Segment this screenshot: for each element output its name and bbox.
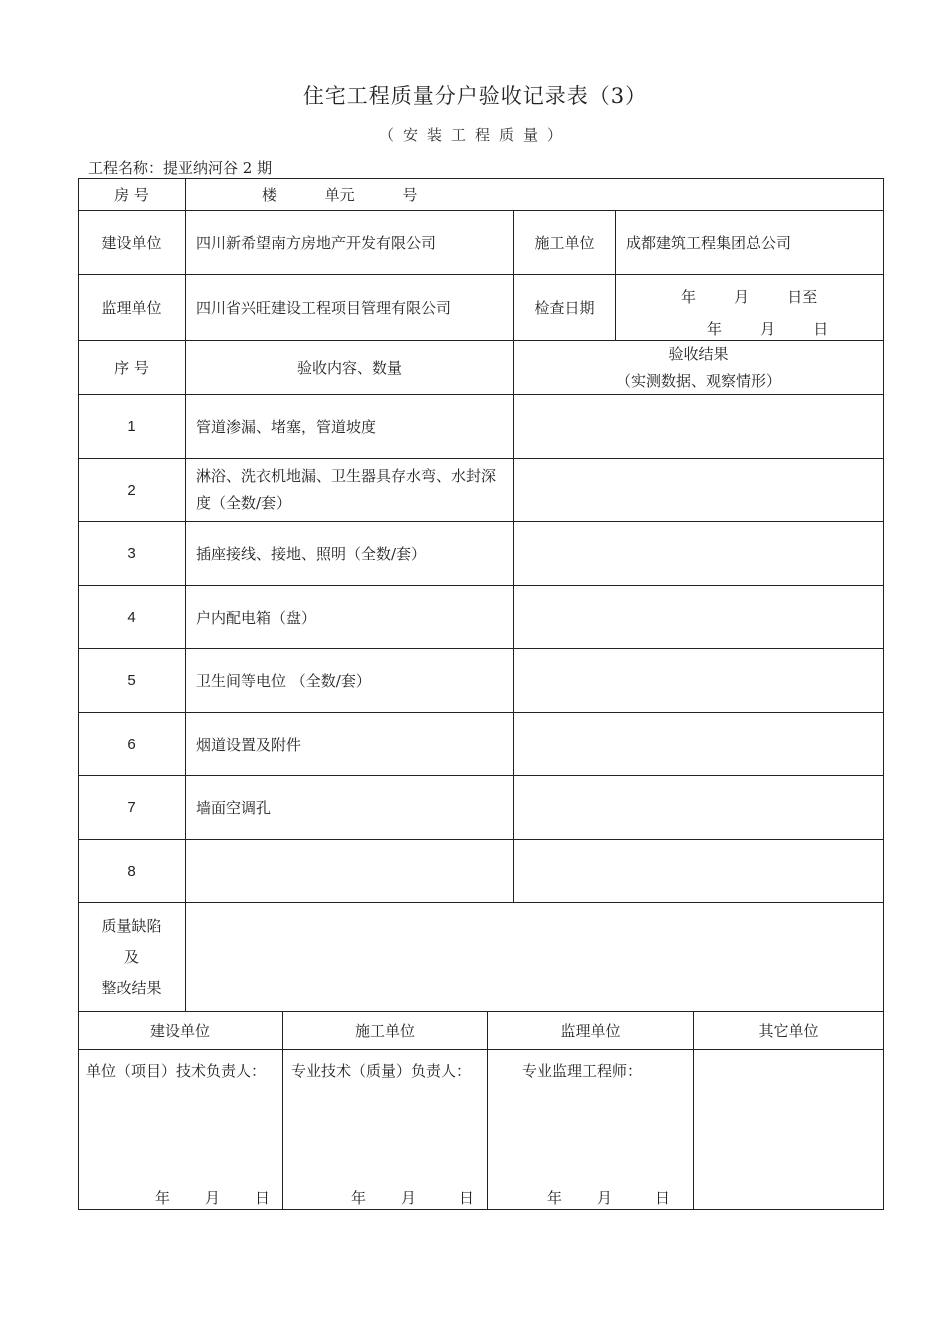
row-result-field[interactable] xyxy=(514,459,883,521)
row-result-field[interactable] xyxy=(514,840,883,902)
room-value: 楼 单元 号 xyxy=(262,186,418,204)
defects-label xyxy=(78,903,185,1011)
date-label: 检查日期 xyxy=(534,299,595,317)
contractor-label: 施工单位 xyxy=(534,234,595,252)
col-header-content: 验收内容、数量 xyxy=(296,359,402,377)
row-result-field[interactable] xyxy=(514,586,883,648)
date-day: 日 xyxy=(459,1189,475,1207)
sign-head-builder: 建设单位 xyxy=(149,1022,210,1040)
row-number: 5 xyxy=(127,672,136,689)
page-title: 住宅工程质量分户验收记录表（3） xyxy=(302,84,648,108)
row-result-field[interactable] xyxy=(514,713,883,775)
row-content: 烟道设置及附件 xyxy=(196,735,302,754)
col-header-result-title: 验收结果 xyxy=(668,344,729,363)
project-name: 工程名称：提亚纳河谷 2 期 xyxy=(88,159,273,177)
row-content: 卫生间等电位 （全数/套） xyxy=(196,672,371,690)
room-label: 房 号 xyxy=(114,186,149,204)
defects-label-line: 整改结果 xyxy=(101,978,162,997)
supervisor-label: 监理单位 xyxy=(101,299,162,317)
date-end: 年 月 日 xyxy=(707,320,829,338)
defects-label-line: 质量缺陷 xyxy=(101,916,162,935)
defects-field[interactable] xyxy=(186,903,883,1011)
row-result-field[interactable] xyxy=(514,776,883,839)
date-day: 日 xyxy=(655,1189,671,1207)
row-number: 7 xyxy=(127,799,136,816)
page-subtitle: （安装工程质量） xyxy=(378,126,571,144)
row-number: 2 xyxy=(127,481,136,499)
row-number: 6 xyxy=(127,735,136,753)
sign-role-builder: 单位（项目）技术负责人： xyxy=(86,1062,267,1080)
date-month: 月 xyxy=(401,1189,417,1207)
date-day: 日 xyxy=(255,1189,271,1207)
date-year: 年 xyxy=(155,1189,171,1207)
date-start: 年 月 日至 xyxy=(681,288,818,306)
date-year: 年 xyxy=(547,1189,563,1207)
date-month: 月 xyxy=(597,1189,613,1207)
sign-head-supervisor: 监理单位 xyxy=(560,1022,621,1040)
row-number: 3 xyxy=(127,545,136,562)
row-number: 8 xyxy=(127,862,136,880)
date-month: 月 xyxy=(205,1189,221,1207)
col-header-result xyxy=(514,341,883,394)
contractor-value: 成都建筑工程集团总公司 xyxy=(626,234,792,252)
row-content: 插座接线、接地、照明（全数/套） xyxy=(196,545,427,563)
row-result-field[interactable] xyxy=(514,522,883,585)
builder-label: 建设单位 xyxy=(101,234,162,252)
row-result-field[interactable] xyxy=(514,395,883,458)
row-result-field[interactable] xyxy=(514,649,883,712)
sign-head-contractor: 施工单位 xyxy=(354,1022,415,1040)
row-content[interactable] xyxy=(186,840,513,902)
row-content: 墙面空调孔 xyxy=(196,799,272,817)
supervisor-value: 四川省兴旺建设工程项目管理有限公司 xyxy=(196,299,452,317)
sign-role-supervisor: 专业监理工程师： xyxy=(522,1062,643,1080)
builder-value: 四川新希望南方房地产开发有限公司 xyxy=(196,234,437,252)
col-header-no: 序 号 xyxy=(114,359,149,377)
row-number: 1 xyxy=(127,418,136,435)
col-header-result-note: （实测数据、观察情形） xyxy=(615,371,781,390)
row-content: 淋浴、洗衣机地漏、卫生器具存水弯、水封深度（全数/套） xyxy=(196,467,497,512)
row-content: 管道渗漏、堵塞，管道坡度 xyxy=(196,418,377,436)
date-year: 年 xyxy=(351,1189,367,1207)
sign-other-field[interactable] xyxy=(694,1050,883,1209)
row-content: 户内配电箱（盘） xyxy=(196,608,317,627)
sign-role-contractor: 专业技术（质量）负责人： xyxy=(291,1062,472,1080)
sign-head-other: 其它单位 xyxy=(758,1022,819,1040)
defects-label-line: 及 xyxy=(123,947,139,966)
row-number: 4 xyxy=(127,608,136,626)
